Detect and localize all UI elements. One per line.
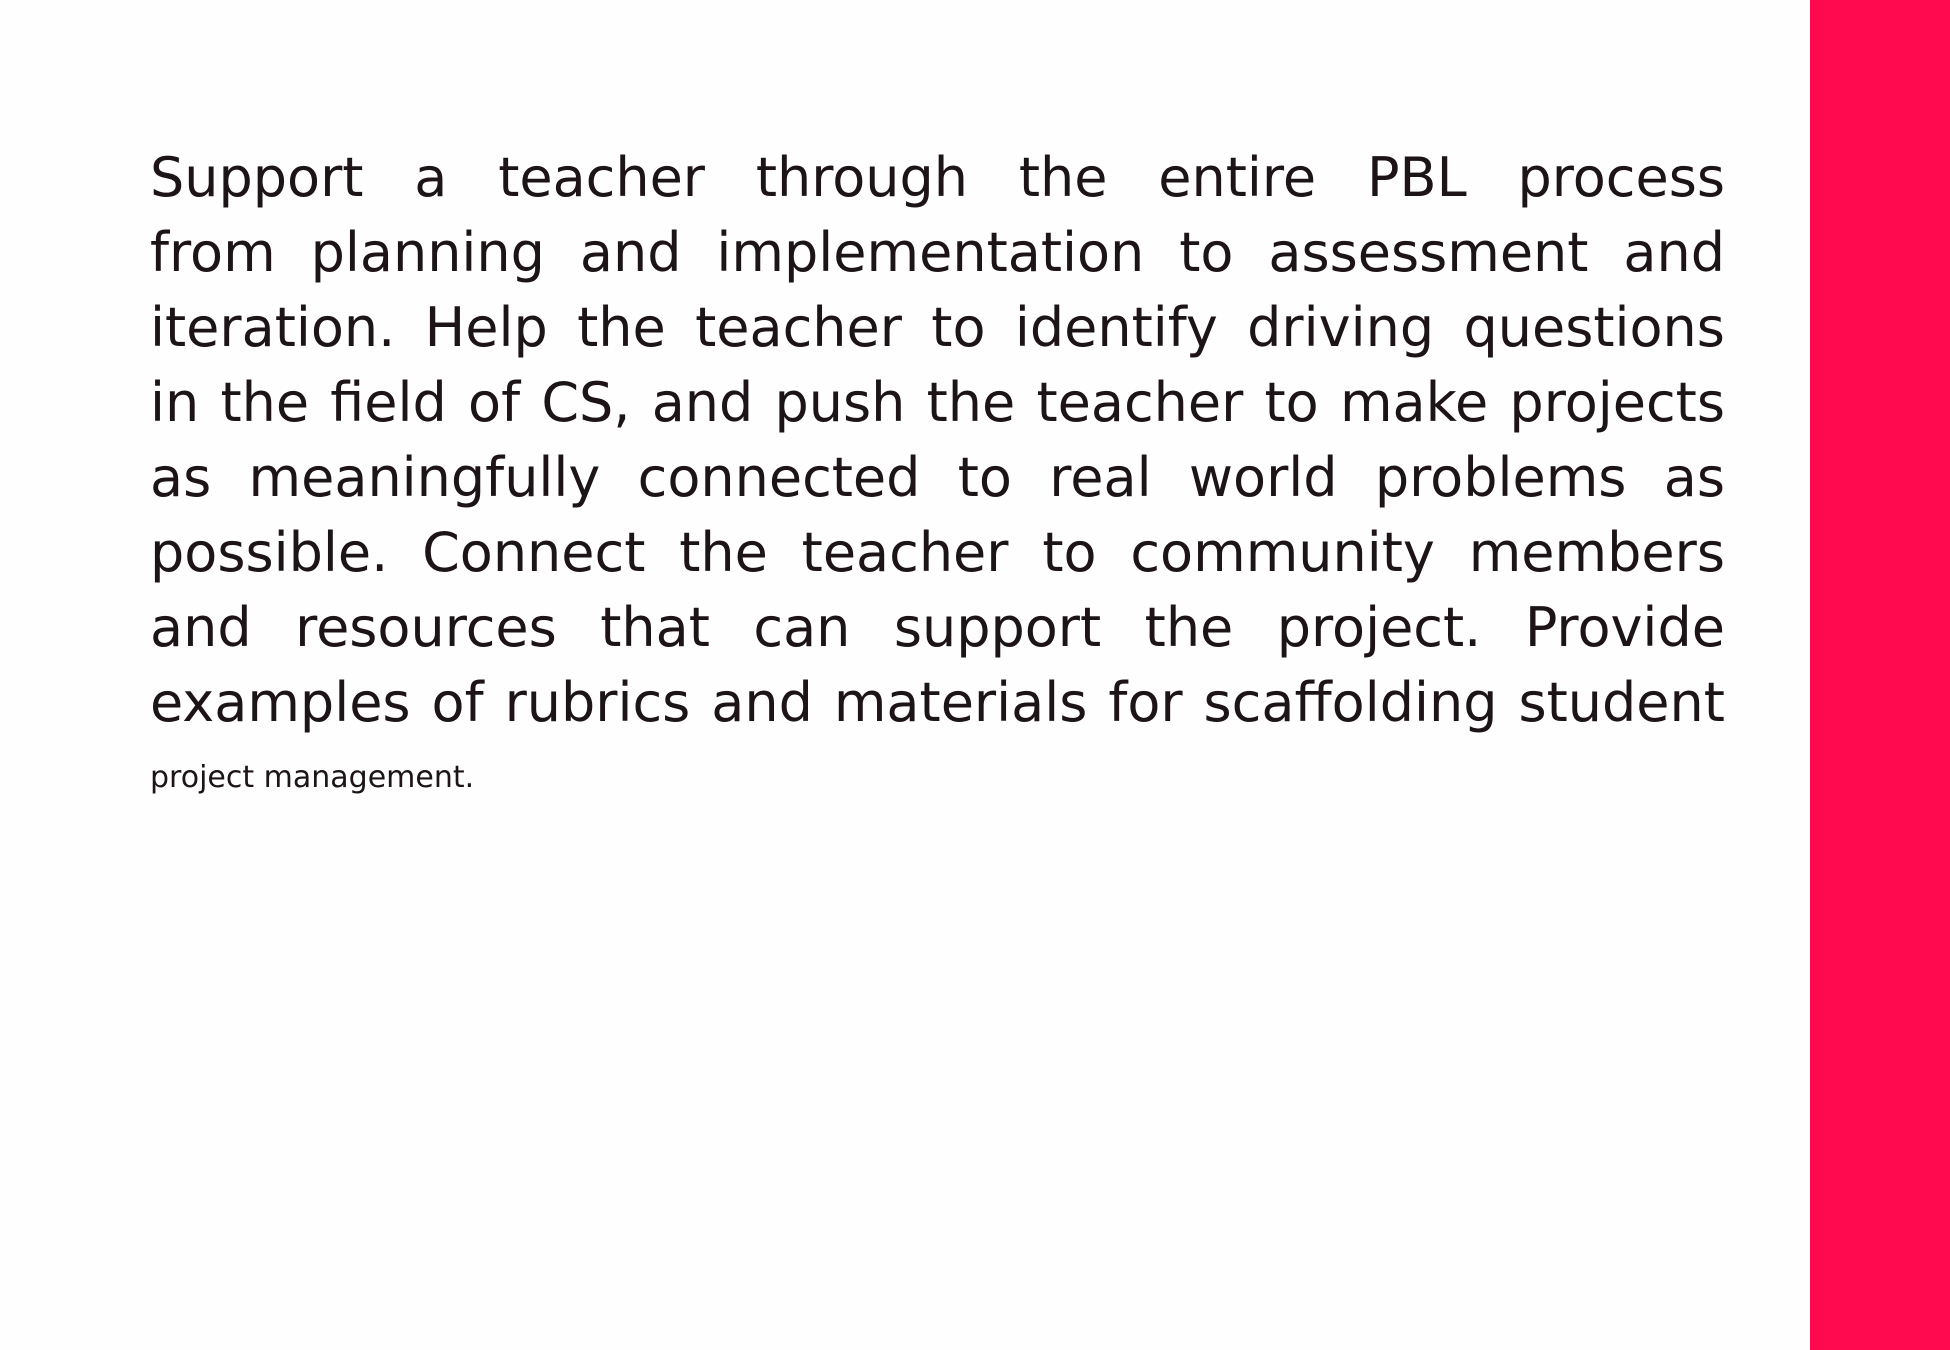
- paragraph-line: as meaningfully connected to real world problems as: [150, 446, 1725, 509]
- paragraph-line: in the field of CS, and push the teacher to make projects: [150, 371, 1725, 434]
- body-paragraph: [150, 140, 1725, 815]
- paragraph-line: iteration. Help the teacher to identify driving questions: [150, 296, 1725, 359]
- paragraph-line: Support a teacher through the entire PBL process: [150, 146, 1725, 209]
- paragraph-line: examples of rubrics and materials for scaffolding student: [150, 671, 1725, 734]
- paragraph-line: from planning and implementation to assessment and: [150, 221, 1725, 284]
- paragraph-line: and resources that can support the project. Provide: [150, 596, 1725, 659]
- paragraph-line: project management.: [150, 760, 475, 795]
- paragraph-line: possible. Connect the teacher to community members: [150, 521, 1725, 584]
- accent-side-bar: [1810, 0, 1950, 1350]
